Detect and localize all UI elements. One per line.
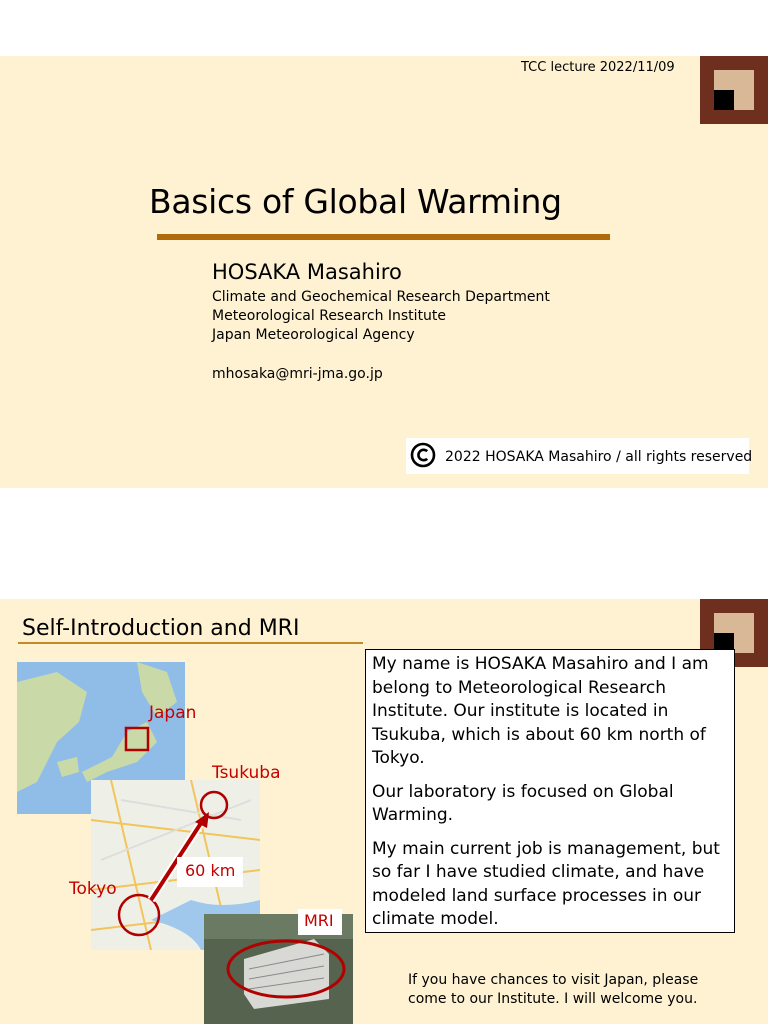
distance-label: 60 km bbox=[177, 857, 243, 887]
slide-title: Self-Introduction and MRI bbox=[22, 616, 300, 641]
corner-decoration bbox=[700, 56, 768, 124]
japan-label: Japan bbox=[149, 703, 197, 723]
affiliation-agency: Japan Meteorological Agency bbox=[212, 327, 415, 343]
intro-paragraph: My main current job is management, but so far I have studied climate, and have modeled land surface processes in our climate model. bbox=[372, 838, 720, 929]
tsukuba-label: Tsukuba bbox=[212, 763, 281, 783]
mri-label: MRI bbox=[298, 909, 342, 935]
lecture-date: TCC lecture 2022/11/09 bbox=[521, 60, 675, 75]
slide-title: Basics of Global Warming bbox=[149, 182, 562, 221]
intro-paragraph: My name is HOSAKA Masahiro and I am belong to Meteorological Research Institute. Our institute is located in Tsukuba, which is about 60 km north of Tokyo. bbox=[372, 654, 709, 768]
title-underline bbox=[157, 234, 610, 240]
welcome-note: If you have chances to visit Japan, please come to our Institute. I will welcome you. bbox=[408, 972, 699, 1007]
author-name: HOSAKA Masahiro bbox=[212, 260, 402, 284]
copyright-icon bbox=[410, 442, 436, 468]
affiliation-institute: Meteorological Research Institute bbox=[212, 308, 447, 324]
title-underline bbox=[18, 642, 363, 644]
self-introduction-slide bbox=[0, 599, 768, 1024]
author-email: mhosaka@mri-jma.go.jp bbox=[212, 366, 383, 382]
affiliation-department: Climate and Geochemical Research Department bbox=[212, 289, 550, 305]
copyright-notice bbox=[406, 438, 753, 474]
tokyo-label: Tokyo bbox=[69, 879, 117, 899]
introduction-textbox bbox=[365, 649, 735, 933]
title-slide bbox=[0, 56, 768, 488]
intro-paragraph: Our laboratory is focused on Global Warming. bbox=[372, 781, 674, 825]
copyright-text: 2022 HOSAKA Masahiro / all rights reserved bbox=[445, 449, 753, 465]
